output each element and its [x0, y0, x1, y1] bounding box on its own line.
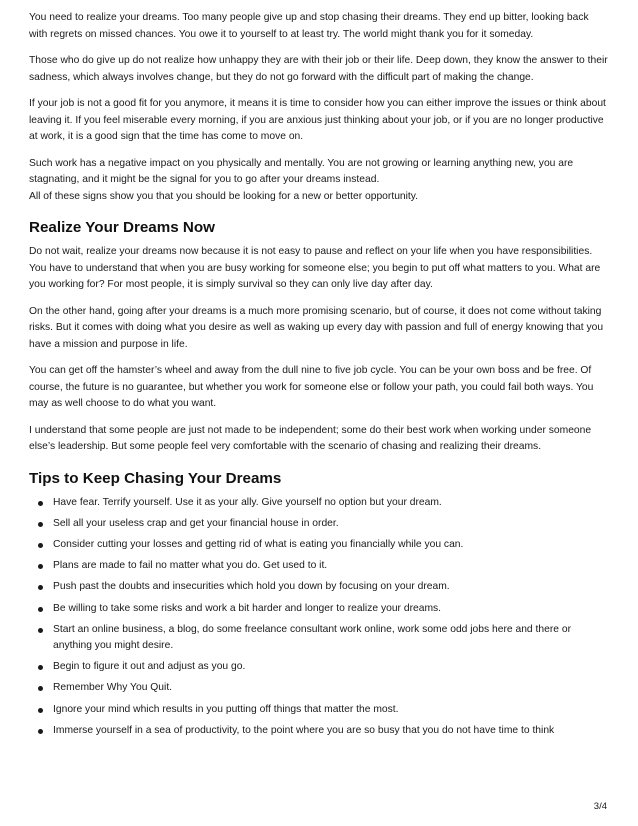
- bullet-icon: [38, 686, 43, 691]
- list-item-text: Plans are made to fail no matter what you do. Get used to it.: [53, 560, 328, 572]
- realize-paragraph-4: I understand that some people are just not made to be independent; some do their best work when working under someone else’s leadership. But some people feel very comfortable with the scenario of chasing and realizing their dreams.: [29, 424, 592, 452]
- realize-paragraph-2: On the other hand, going after your dreams is a much more promising scenario, but of course, it does not come without taking risks. But it comes with doing what you desire as well as waking up every day with passion and full of energy knowing that you have a mission and purpose in life.: [29, 305, 604, 350]
- list-item: [29, 537, 609, 553]
- list-item: [29, 680, 609, 696]
- list-item: [29, 659, 609, 675]
- list-item-text: Immerse yourself in a sea of productivity, to the point where you are so busy that you do not have time to think: [53, 724, 555, 736]
- list-item-text: Push past the doubts and insecurities which hold you down by focusing on your dream.: [53, 581, 450, 593]
- realize-paragraph-1: Do not wait, realize your dreams now because it is not easy to pause and reflect on your life when you have responsibilities. You have to understand that when you are busy working for someone else; you begin to put off what matters to you. What are you working for? For most people, it is simply survival so they can only live day after day.: [29, 246, 601, 290]
- section-heading-realize: Realize Your Dreams Now: [29, 219, 215, 236]
- list-item: [29, 702, 609, 718]
- bullet-icon: [38, 729, 43, 734]
- realize-paragraph-3: You can get off the hamster’s wheel and away from the dull nine to five job cycle. You can be your own boss and be free. Of course, the future is no guarantee, but whether you work for someone else or follow your path, you could fail both ways. You may as well choose to do what you want.: [29, 365, 594, 409]
- list-item-text: Consider cutting your losses and getting rid of what is eating you financially while you can.: [53, 538, 464, 550]
- list-item-text: Ignore your mind which results in you putting off things that matter the most.: [53, 703, 399, 715]
- bullet-icon: [38, 607, 43, 612]
- list-item-text: Have fear. Terrify yourself. Use it as your ally. Give yourself no option but your dream.: [53, 496, 442, 508]
- intro-paragraph-4-line-a: Such work has a negative impact on you physically and mentally. You are not growing or learning anything new, you are stagnating, and it might be the signal for you to go after your dreams instead.: [29, 157, 574, 185]
- list-item-text: Start an online business, a blog, do some freelance consultant work online, work some odd jobs here and there or anything you might desire.: [53, 623, 572, 651]
- list-item-text: Be willing to take some risks and work a bit harder and longer to realize your dreams.: [53, 602, 442, 614]
- list-item: [29, 579, 609, 595]
- section-heading-tips: Tips to Keep Chasing Your Dreams: [29, 469, 282, 487]
- intro-paragraph-4-line-b: All of these signs show you that you should be looking for a new or better opportunity.: [29, 190, 419, 202]
- bullet-icon: [38, 708, 43, 713]
- list-item: [29, 516, 609, 532]
- bullet-icon: [38, 628, 43, 633]
- bullet-icon: [38, 585, 43, 590]
- intro-paragraph-3: If your job is not a good fit for you anymore, it means it is time to consider how you can either improve the issues or think about leaving it. If you feel miserable every morning, if you are anxious just thinking about your job, or if you are no longer productive at work, it is a good sign that the time has come to move on.: [29, 98, 606, 142]
- tips-list: [29, 495, 609, 739]
- list-item: [29, 558, 609, 574]
- bullet-icon: [38, 543, 43, 548]
- bullet-icon: [38, 522, 43, 527]
- list-item: [29, 723, 609, 739]
- intro-paragraph-4: [29, 156, 609, 206]
- page-number: 3/4: [593, 801, 607, 812]
- bullet-icon: [38, 564, 43, 569]
- list-item-text: Begin to figure it out and adjust as you go.: [53, 661, 246, 673]
- list-item-text: Remember Why You Quit.: [53, 682, 173, 694]
- list-item: [29, 622, 609, 654]
- list-item: [29, 495, 609, 511]
- bullet-icon: [38, 501, 43, 506]
- list-item-text: Sell all your useless crap and get your financial house in order.: [53, 517, 339, 529]
- bullet-icon: [38, 665, 43, 670]
- intro-paragraph-2: Those who do give up do not realize how unhappy they are with their job or their life. Deep down, they know the answer to their sadness, which always involves change, but they do not go forward with the difficult part of making the change.: [29, 55, 608, 83]
- intro-paragraph-1: You need to realize your dreams. Too many people give up and stop chasing their dreams. They end up bitter, looking back with regrets on missed chances. You owe it to yourself to at least try. The world might thank you for it someday.: [29, 12, 589, 40]
- list-item: [29, 601, 609, 617]
